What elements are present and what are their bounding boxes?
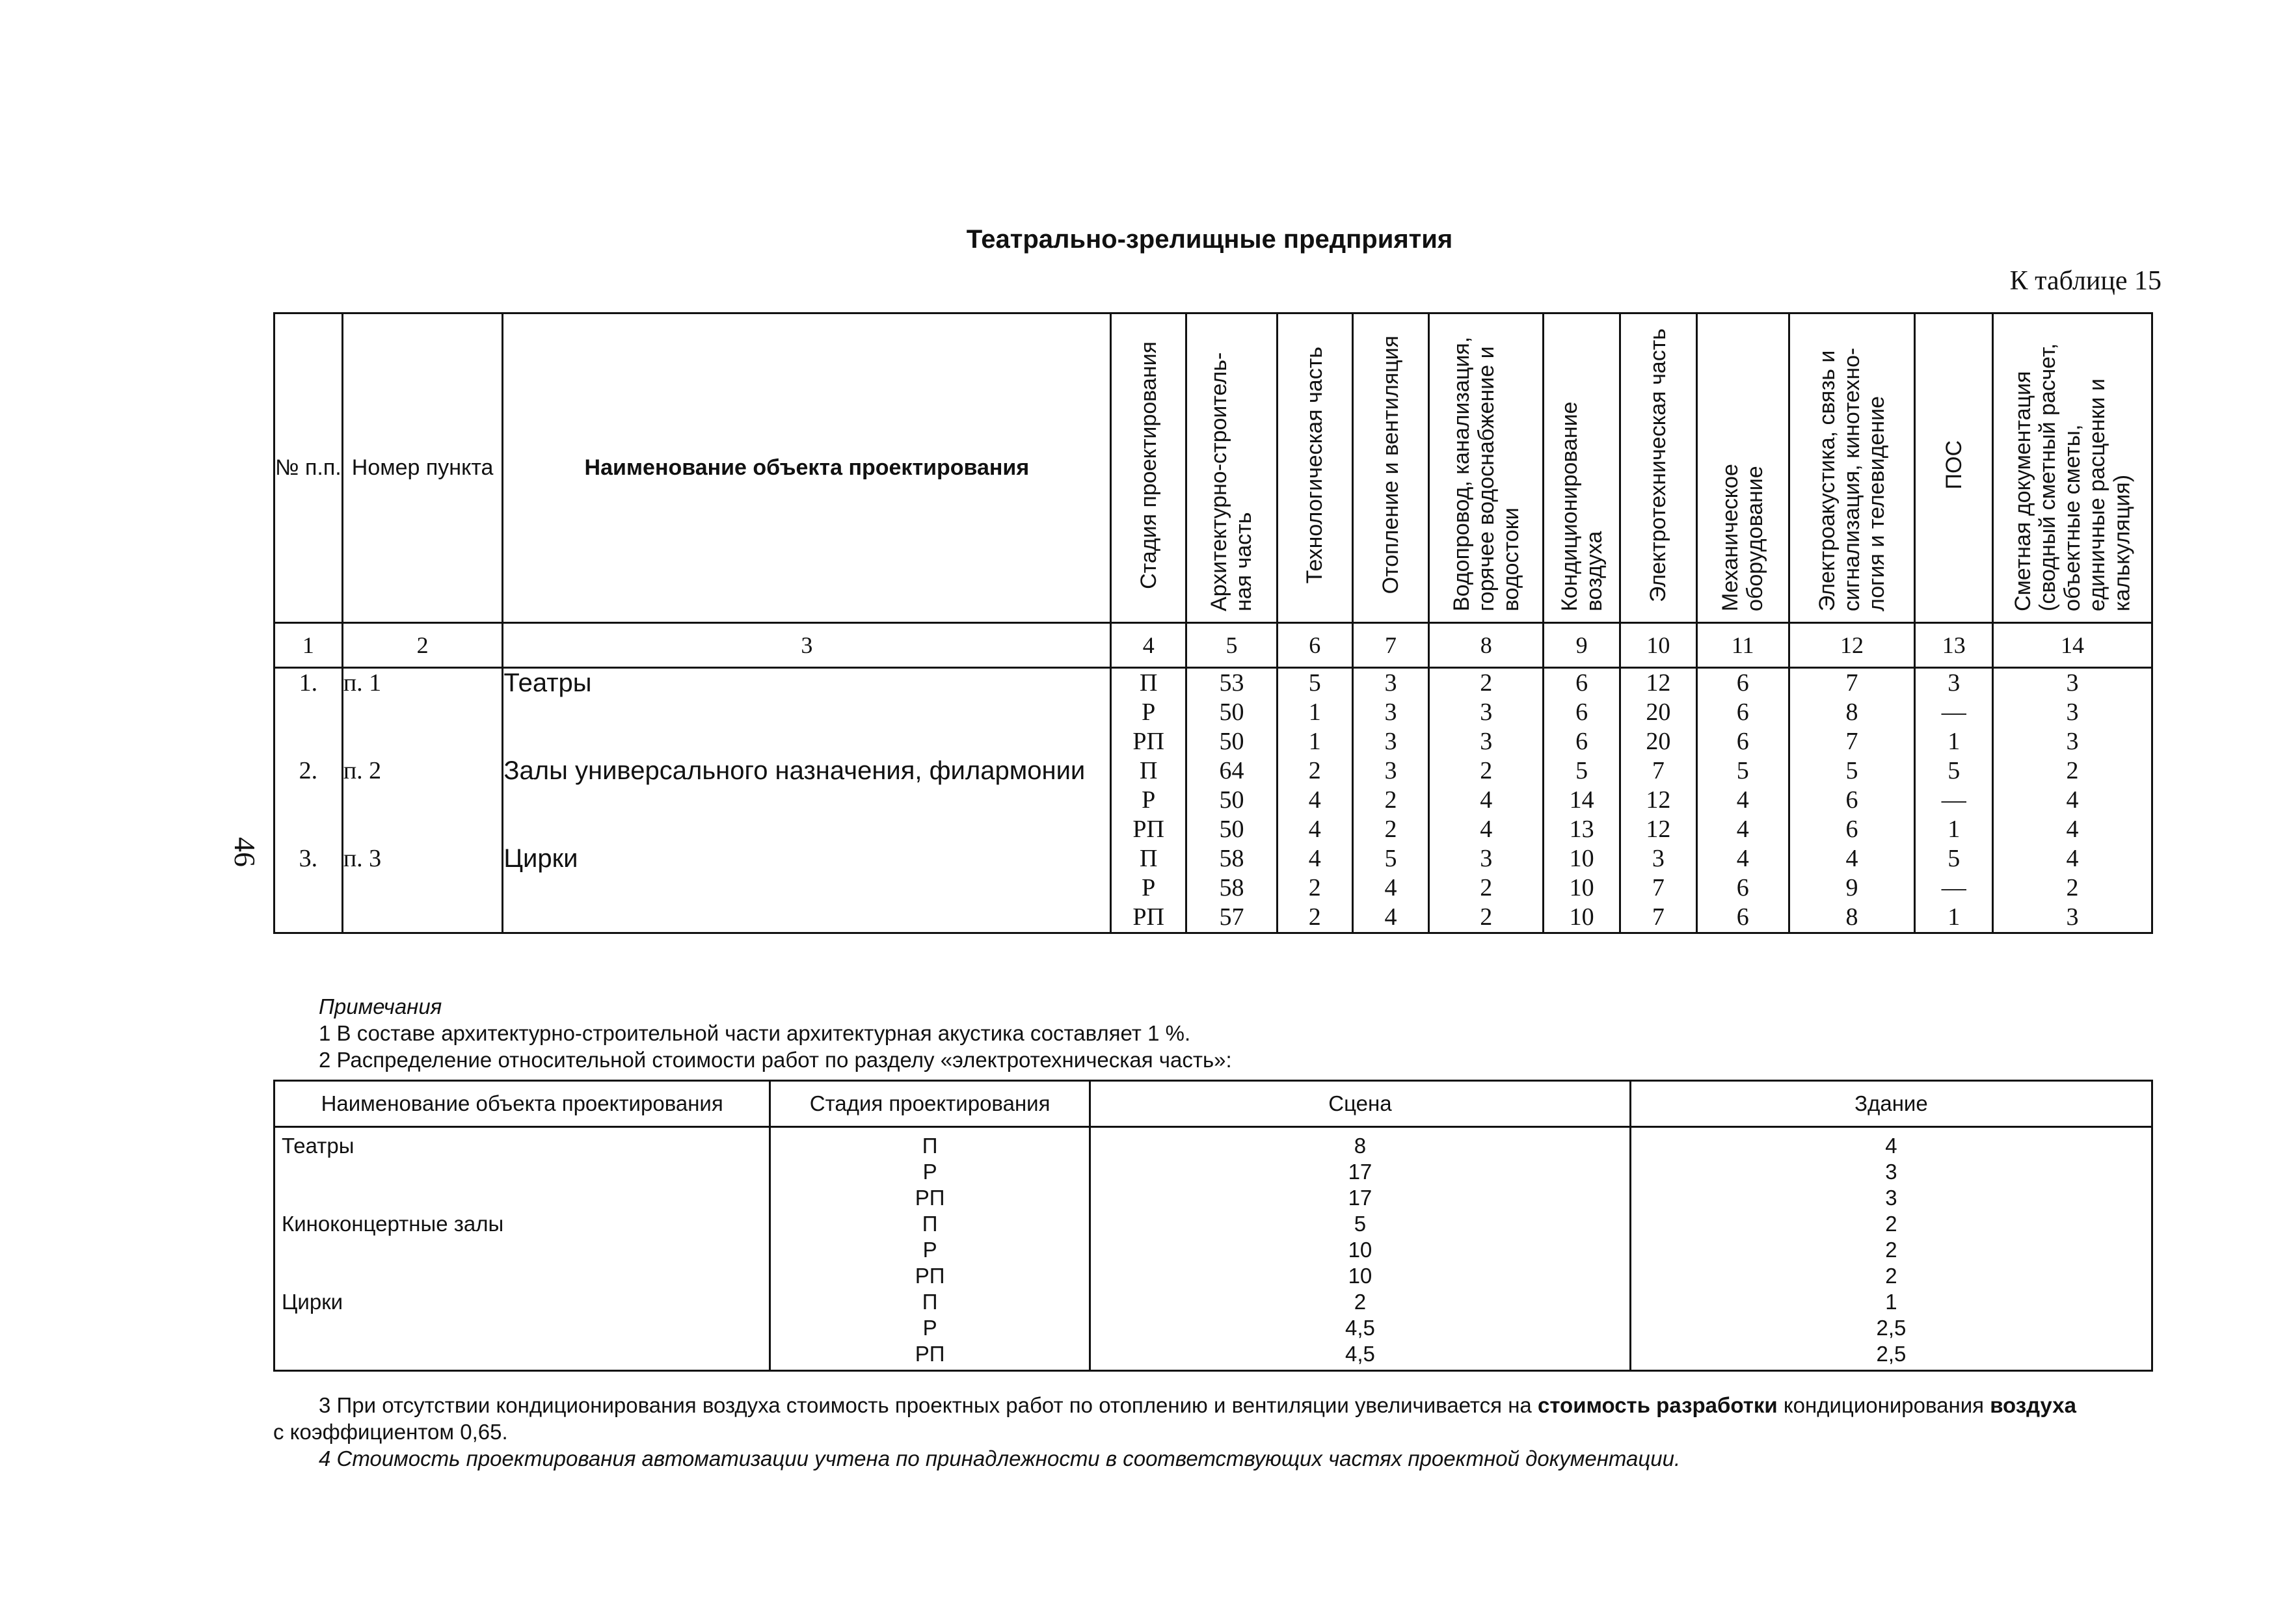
- value-cell: 10: [1544, 844, 1620, 873]
- row-name-cell: Залы универсального назначения, филармонии: [503, 756, 1111, 786]
- page-number: 46: [228, 837, 261, 867]
- row-name-cell: [503, 903, 1111, 933]
- value-cell: 3: [1915, 668, 1993, 699]
- header-air-conditioning: Кондиционирование воздуха: [1544, 313, 1620, 623]
- value-cell: 4: [1696, 786, 1789, 815]
- table-row: [274, 873, 2152, 903]
- header-water: Водопровод, канализация, горячее водоснабжение и водостоки: [1429, 313, 1544, 623]
- value-cell: 4: [1789, 844, 1915, 873]
- value-cell: 5: [1277, 668, 1352, 699]
- value-cell: 4: [1993, 786, 2152, 815]
- value-cell: 6: [1696, 668, 1789, 699]
- value-cell: 2: [1429, 668, 1544, 699]
- value-cell: 3: [1620, 844, 1697, 873]
- value-cell: 5: [1915, 756, 1993, 786]
- value-cell: 2: [1352, 786, 1429, 815]
- column-number: 7: [1352, 623, 1429, 668]
- value-cell: 4: [1429, 786, 1544, 815]
- sub-object-name: Цирки: [282, 1290, 343, 1314]
- column-number: 2: [342, 623, 503, 668]
- row-item-cell: [342, 903, 503, 933]
- main-table-body: [274, 668, 2152, 933]
- sub-building-value: 3: [1885, 1186, 1897, 1210]
- row-item-cell: п. 3: [342, 844, 503, 873]
- sub-object-name: Киноконцертные залы: [282, 1212, 504, 1236]
- value-cell: 2: [1277, 756, 1352, 786]
- value-cell: 2: [1993, 873, 2152, 903]
- value-cell: 6: [1696, 698, 1789, 727]
- sub-header-scene: Сцена: [1090, 1081, 1630, 1127]
- notes-title: Примечания: [319, 994, 442, 1018]
- sub-building-value: 2: [1885, 1212, 1897, 1236]
- sub-object-name: [282, 1341, 768, 1367]
- sub-scene-value: 10: [1348, 1238, 1372, 1262]
- value-cell: 10: [1544, 873, 1620, 903]
- value-cell: 20: [1620, 698, 1697, 727]
- value-cell: 3: [1993, 698, 2152, 727]
- value-cell: 4: [1696, 815, 1789, 844]
- value-cell: 20: [1620, 727, 1697, 756]
- row-index-cell: [274, 698, 343, 727]
- sub-scene-value: 10: [1348, 1264, 1372, 1288]
- value-cell: 50: [1186, 727, 1278, 756]
- row-index-cell: 1.: [274, 668, 343, 699]
- sub-stage-value: П: [922, 1290, 938, 1314]
- column-number: 14: [1993, 623, 2152, 668]
- sub-stage-value: П: [922, 1212, 938, 1236]
- header-heating: Отопление и вентиляция: [1352, 313, 1429, 623]
- header-architectural: Архитектурно-строитель-ная часть: [1186, 313, 1278, 623]
- value-cell: 12: [1620, 786, 1697, 815]
- value-cell: 12: [1620, 815, 1697, 844]
- value-cell: 4: [1993, 844, 2152, 873]
- sub-stage-value: Р: [922, 1316, 937, 1340]
- value-cell: 3: [1993, 903, 2152, 933]
- row-name-cell: [503, 815, 1111, 844]
- value-cell: 3: [1993, 727, 2152, 756]
- row-item-cell: [342, 815, 503, 844]
- table-row: [274, 756, 2152, 786]
- row-item-cell: п. 1: [342, 668, 503, 699]
- stage-cell: РП: [1111, 815, 1186, 844]
- sub-header-building: Здание: [1630, 1081, 2152, 1127]
- table-row: [274, 815, 2152, 844]
- value-cell: 1: [1915, 815, 1993, 844]
- value-cell: 1: [1915, 727, 1993, 756]
- sub-stage-value: П: [922, 1134, 938, 1158]
- value-cell: 2: [1429, 903, 1544, 933]
- header-stage: Стадия проектирования: [1111, 313, 1186, 623]
- value-cell: 10: [1544, 903, 1620, 933]
- row-index-cell: 3.: [274, 844, 343, 873]
- header-number: № п.п.: [274, 313, 343, 623]
- value-cell: 58: [1186, 844, 1278, 873]
- sub-header-stage: Стадия проектирования: [770, 1081, 1090, 1127]
- row-name-cell: [503, 698, 1111, 727]
- row-item-cell: [342, 873, 503, 903]
- sub-building-value: 1: [1885, 1290, 1897, 1314]
- sub-scene-value: 2: [1354, 1290, 1367, 1314]
- header-pos: ПОС: [1915, 313, 1993, 623]
- sub-building-column: [1630, 1127, 2152, 1371]
- value-cell: 50: [1186, 698, 1278, 727]
- value-cell: 50: [1186, 815, 1278, 844]
- value-cell: 7: [1620, 873, 1697, 903]
- table-reference: К таблице 15: [2009, 266, 2162, 296]
- value-cell: 6: [1544, 668, 1620, 699]
- value-cell: —: [1915, 873, 1993, 903]
- table-row: [274, 727, 2152, 756]
- value-cell: 57: [1186, 903, 1278, 933]
- row-item-cell: п. 2: [342, 756, 503, 786]
- value-cell: 7: [1789, 727, 1915, 756]
- sub-object-name: [282, 1185, 768, 1211]
- value-cell: 12: [1620, 668, 1697, 699]
- sub-stage-column: [770, 1127, 1090, 1371]
- value-cell: 6: [1789, 786, 1915, 815]
- column-number: 3: [503, 623, 1111, 668]
- value-cell: 2: [1429, 756, 1544, 786]
- row-name-cell: [503, 873, 1111, 903]
- value-cell: 4: [1993, 815, 2152, 844]
- sub-scene-value: 4,5: [1345, 1342, 1375, 1366]
- header-electroacoustics: Электроакустика, связь и сигнализация, кинотехно-логия и телевидение: [1789, 313, 1915, 623]
- row-item-cell: [342, 727, 503, 756]
- value-cell: 5: [1352, 844, 1429, 873]
- stage-cell: П: [1111, 844, 1186, 873]
- sub-object-name: Театры: [282, 1134, 355, 1158]
- value-cell: 1: [1915, 903, 1993, 933]
- value-cell: 6: [1696, 903, 1789, 933]
- value-cell: 5: [1789, 756, 1915, 786]
- sub-scene-value: 4,5: [1345, 1316, 1375, 1340]
- value-cell: —: [1915, 786, 1993, 815]
- note-2: 2 Распределение относительной стоимости работ по разделу «электротехническая часть»:: [319, 1048, 1232, 1072]
- value-cell: 3: [1429, 844, 1544, 873]
- stage-cell: Р: [1111, 873, 1186, 903]
- column-number: 5: [1186, 623, 1278, 668]
- value-cell: 4: [1352, 873, 1429, 903]
- sub-stage-value: РП: [915, 1186, 945, 1210]
- column-number: 13: [1915, 623, 1993, 668]
- header-item: Номер пункта: [342, 313, 503, 623]
- column-number: 4: [1111, 623, 1186, 668]
- sub-stage-value: Р: [922, 1238, 937, 1262]
- value-cell: 14: [1544, 786, 1620, 815]
- stage-cell: РП: [1111, 903, 1186, 933]
- value-cell: 2: [1993, 756, 2152, 786]
- sub-header-object: Наименование объекта проектирования: [274, 1081, 770, 1127]
- sub-scene-value: 8: [1354, 1134, 1367, 1158]
- value-cell: 9: [1789, 873, 1915, 903]
- value-cell: 7: [1789, 668, 1915, 699]
- value-cell: 1: [1277, 698, 1352, 727]
- header-technological: Технологическая часть: [1277, 313, 1352, 623]
- value-cell: 4: [1277, 844, 1352, 873]
- footnote-4: 4 Стоимость проектирования автоматизации учтена по принадлежности в соответствующих частях проектной документации.: [319, 1446, 1681, 1471]
- value-cell: 3: [1993, 668, 2152, 699]
- sub-building-value: 2,5: [1876, 1316, 1907, 1340]
- value-cell: 3: [1352, 668, 1429, 699]
- value-cell: 6: [1696, 873, 1789, 903]
- value-cell: 8: [1789, 698, 1915, 727]
- sub-stage-value: Р: [922, 1160, 937, 1184]
- value-cell: 64: [1186, 756, 1278, 786]
- row-name-cell: [503, 727, 1111, 756]
- stage-cell: РП: [1111, 727, 1186, 756]
- sub-scene-value: 5: [1354, 1212, 1367, 1236]
- header-estimate: Сметная документация (сводный сметный расчет, объектные сметы, единичные расценки и калькуляция): [1993, 313, 2152, 623]
- value-cell: 3: [1352, 756, 1429, 786]
- note-1: 1 В составе архитектурно-строительной части архитектурная акустика составляет 1 %.: [319, 1021, 1191, 1045]
- sub-building-value: 2: [1885, 1264, 1897, 1288]
- main-table: [273, 312, 2153, 934]
- sub-building-value: 4: [1885, 1134, 1897, 1158]
- footnote-3: 3 При отсутствии кондиционирования воздуха стоимость проектных работ по отоплению и вентиляции увеличивается на стоимость разработки кондиционирования воздуха: [319, 1393, 2076, 1417]
- value-cell: 3: [1352, 698, 1429, 727]
- value-cell: 2: [1429, 873, 1544, 903]
- stage-cell: Р: [1111, 698, 1186, 727]
- sub-scene-column: [1090, 1127, 1630, 1371]
- sub-building-value: 2: [1885, 1238, 1897, 1262]
- value-cell: 13: [1544, 815, 1620, 844]
- value-cell: 7: [1620, 756, 1697, 786]
- value-cell: —: [1915, 698, 1993, 727]
- footnotes-block: [273, 1392, 2153, 1472]
- stage-cell: Р: [1111, 786, 1186, 815]
- row-index-cell: [274, 815, 343, 844]
- value-cell: 7: [1620, 903, 1697, 933]
- table-row: [274, 844, 2152, 873]
- value-cell: 6: [1789, 815, 1915, 844]
- sub-object-column: [274, 1127, 770, 1371]
- row-name-cell: Цирки: [503, 844, 1111, 873]
- value-cell: 6: [1544, 698, 1620, 727]
- row-index-cell: [274, 873, 343, 903]
- header-mechanical: Механическое оборудование: [1696, 313, 1789, 623]
- electrical-distribution-table: [273, 1080, 2153, 1372]
- value-cell: 4: [1429, 815, 1544, 844]
- value-cell: 8: [1789, 903, 1915, 933]
- value-cell: 4: [1696, 844, 1789, 873]
- value-cell: 3: [1352, 727, 1429, 756]
- row-item-cell: [342, 786, 503, 815]
- sub-object-name: [282, 1237, 768, 1263]
- sub-stage-value: РП: [915, 1264, 945, 1288]
- stage-cell: П: [1111, 756, 1186, 786]
- value-cell: 4: [1352, 903, 1429, 933]
- column-number: 8: [1429, 623, 1544, 668]
- header-electrical: Электротехническая часть: [1620, 313, 1697, 623]
- value-cell: 4: [1277, 786, 1352, 815]
- stage-cell: П: [1111, 668, 1186, 699]
- column-number: 11: [1696, 623, 1789, 668]
- column-number: 10: [1620, 623, 1697, 668]
- value-cell: 58: [1186, 873, 1278, 903]
- table-row: [274, 668, 2152, 699]
- value-cell: 53: [1186, 668, 1278, 699]
- table-row: [274, 786, 2152, 815]
- notes-block: [319, 993, 1232, 1073]
- row-index-cell: [274, 786, 343, 815]
- row-index-cell: [274, 727, 343, 756]
- sub-building-value: 3: [1885, 1160, 1897, 1184]
- value-cell: 5: [1696, 756, 1789, 786]
- sub-stage-value: РП: [915, 1342, 945, 1366]
- sub-scene-value: 17: [1348, 1160, 1372, 1184]
- sub-object-name: [282, 1263, 768, 1289]
- column-number: 12: [1789, 623, 1915, 668]
- value-cell: 4: [1277, 815, 1352, 844]
- value-cell: 2: [1352, 815, 1429, 844]
- value-cell: 3: [1429, 727, 1544, 756]
- value-cell: 2: [1277, 903, 1352, 933]
- row-name-cell: [503, 786, 1111, 815]
- row-item-cell: [342, 698, 503, 727]
- sub-object-name: [282, 1315, 768, 1341]
- value-cell: 6: [1696, 727, 1789, 756]
- value-cell: 6: [1544, 727, 1620, 756]
- sub-object-name: [282, 1159, 768, 1185]
- footnote-3-continued: с коэффициентом 0,65.: [273, 1420, 508, 1444]
- value-cell: 2: [1277, 873, 1352, 903]
- column-number: 1: [274, 623, 343, 668]
- value-cell: 5: [1915, 844, 1993, 873]
- value-cell: 50: [1186, 786, 1278, 815]
- row-index-cell: [274, 903, 343, 933]
- column-number: 6: [1277, 623, 1352, 668]
- sub-scene-value: 17: [1348, 1186, 1372, 1210]
- table-row: [274, 698, 2152, 727]
- column-number: 9: [1544, 623, 1620, 668]
- page-title: Театрально-зрелищные предприятия: [966, 225, 1453, 254]
- sub-building-value: 2,5: [1876, 1342, 1907, 1366]
- header-object-name: Наименование объекта проектирования: [503, 313, 1111, 623]
- row-name-cell: Театры: [503, 668, 1111, 699]
- value-cell: 3: [1429, 698, 1544, 727]
- value-cell: 1: [1277, 727, 1352, 756]
- value-cell: 5: [1544, 756, 1620, 786]
- column-number-row: [274, 623, 2152, 668]
- row-index-cell: 2.: [274, 756, 343, 786]
- table-row: [274, 903, 2152, 933]
